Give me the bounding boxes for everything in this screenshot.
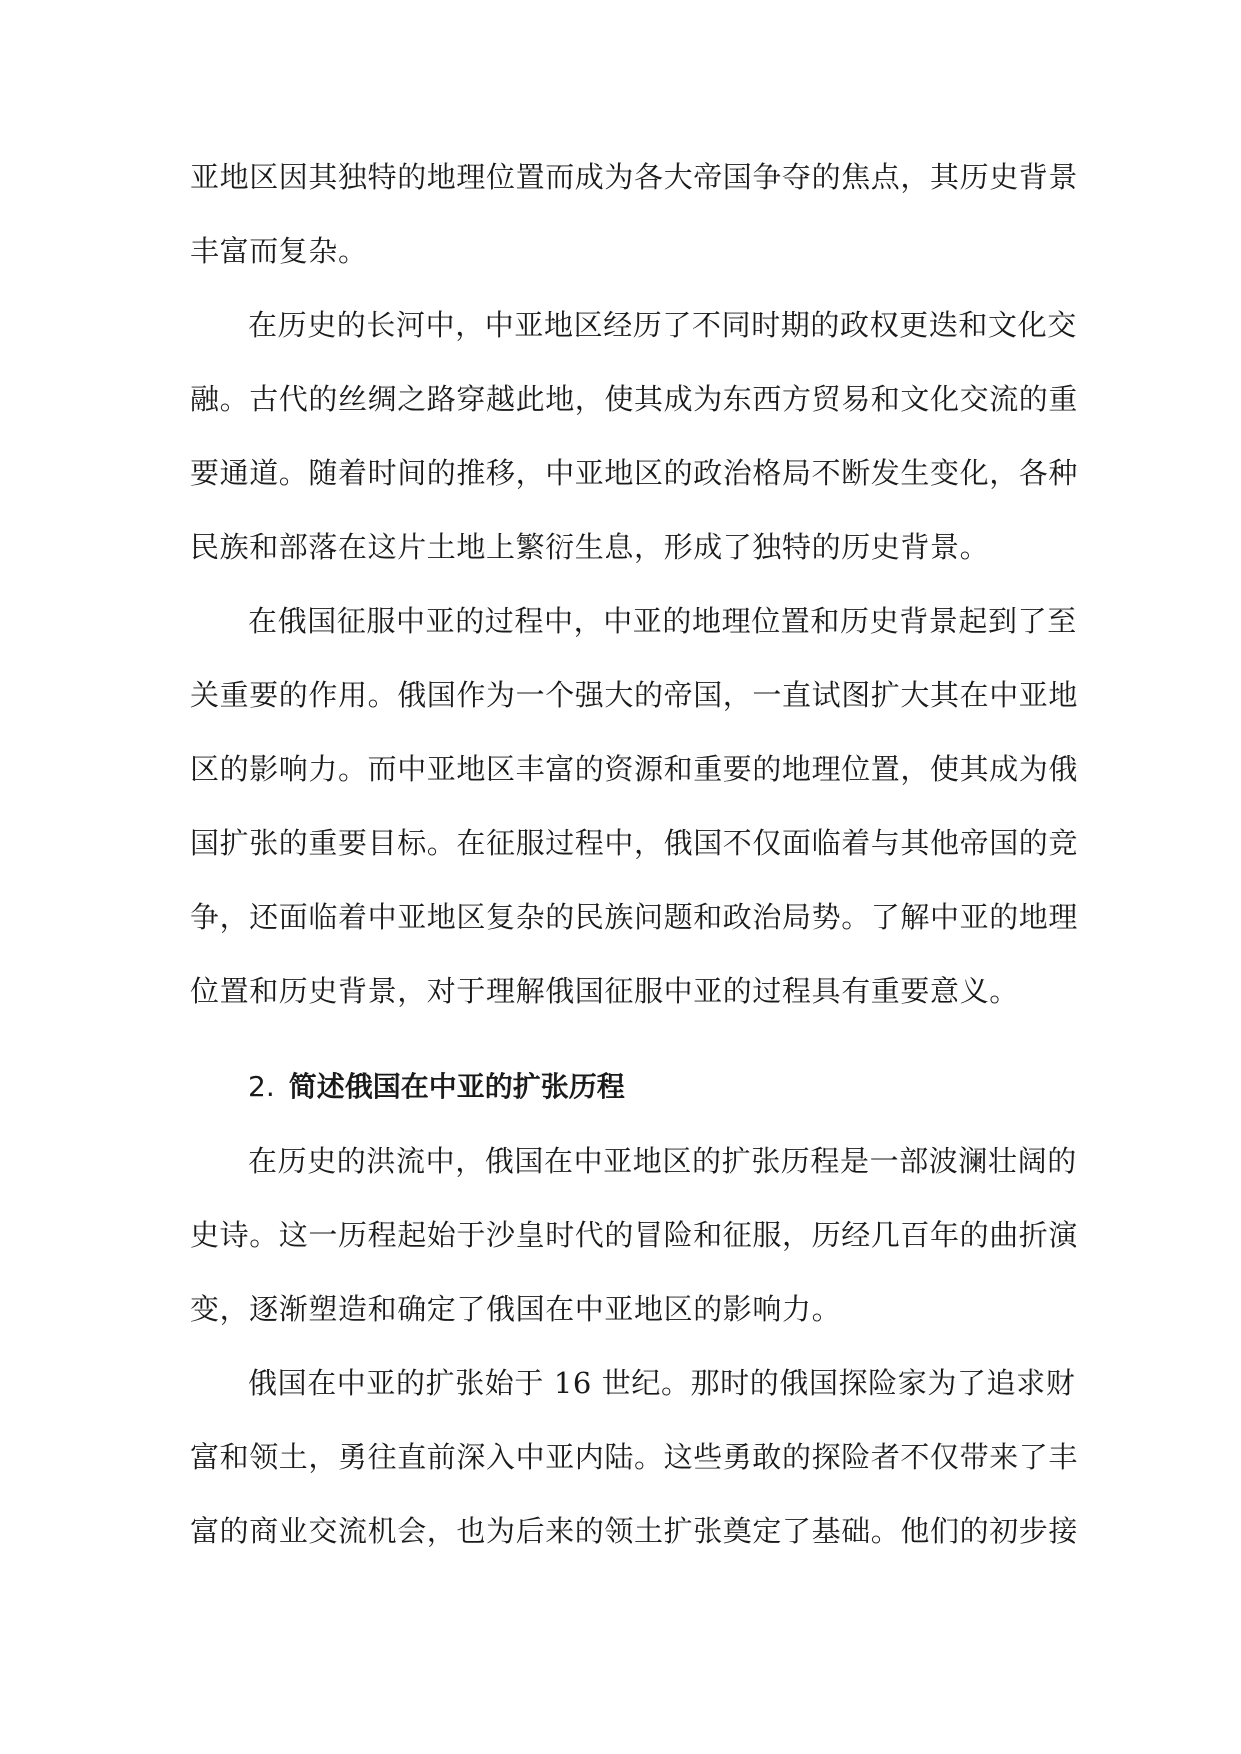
text-line: 史诗。这一历程起始于沙皇时代的冒险和征服，历经几百年的曲折演	[190, 1218, 1079, 1252]
text-line: 富和领土，勇往直前深入中亚内陆。这些勇敢的探险者不仅带来了丰	[190, 1440, 1079, 1474]
section-title: 简述俄国在中亚的扩张历程	[288, 1070, 625, 1103]
paragraph	[190, 288, 1079, 584]
text-line: 俄国在中亚的扩张始于 16 世纪。那时的俄国探险家为了追求财	[248, 1366, 1076, 1400]
text-line: 关重要的作用。俄国作为一个强大的帝国，一直试图扩大其在中亚地	[190, 678, 1079, 712]
text-line: 在历史的洪流中，俄国在中亚地区的扩张历程是一部波澜壮阔的	[248, 1144, 1077, 1178]
text-line: 位置和历史背景，对于理解俄国征服中亚的过程具有重要意义。	[190, 974, 1019, 1008]
text-line: 亚地区因其独特的地理位置而成为各大帝国争夺的焦点，其历史背景	[190, 160, 1079, 194]
document-page	[190, 140, 1079, 1568]
section-number: 2.	[248, 1070, 275, 1103]
text-line: 富的商业交流机会，也为后来的领土扩张奠定了基础。他们的初步接	[190, 1514, 1079, 1548]
text-line: 在历史的长河中，中亚地区经历了不同时期的政权更迭和文化交	[248, 308, 1077, 342]
paragraph	[190, 584, 1079, 1028]
text-line: 丰富而复杂。	[190, 234, 368, 268]
text-line: 区的影响力。而中亚地区丰富的资源和重要的地理位置，使其成为俄	[190, 752, 1079, 786]
text-line: 国扩张的重要目标。在征服过程中，俄国不仅面临着与其他帝国的竞	[190, 826, 1079, 860]
text-line: 争，还面临着中亚地区复杂的民族问题和政治局势。了解中亚的地理	[190, 900, 1079, 934]
text-line: 民族和部落在这片土地上繁衍生息，形成了独特的历史背景。	[190, 530, 990, 564]
text-line: 要通道。随着时间的推移，中亚地区的政治格局不断发生变化，各种	[190, 456, 1079, 490]
text-line: 融。古代的丝绸之路穿越此地，使其成为东西方贸易和文化交流的重	[190, 382, 1079, 416]
section-heading	[190, 1050, 1060, 1124]
paragraph	[190, 1346, 1079, 1568]
paragraph	[190, 140, 1079, 288]
text-line: 在俄国征服中亚的过程中，中亚的地理位置和历史背景起到了至	[248, 604, 1077, 638]
text-line: 变，逐渐塑造和确定了俄国在中亚地区的影响力。	[190, 1292, 842, 1326]
paragraph	[190, 1124, 1079, 1346]
